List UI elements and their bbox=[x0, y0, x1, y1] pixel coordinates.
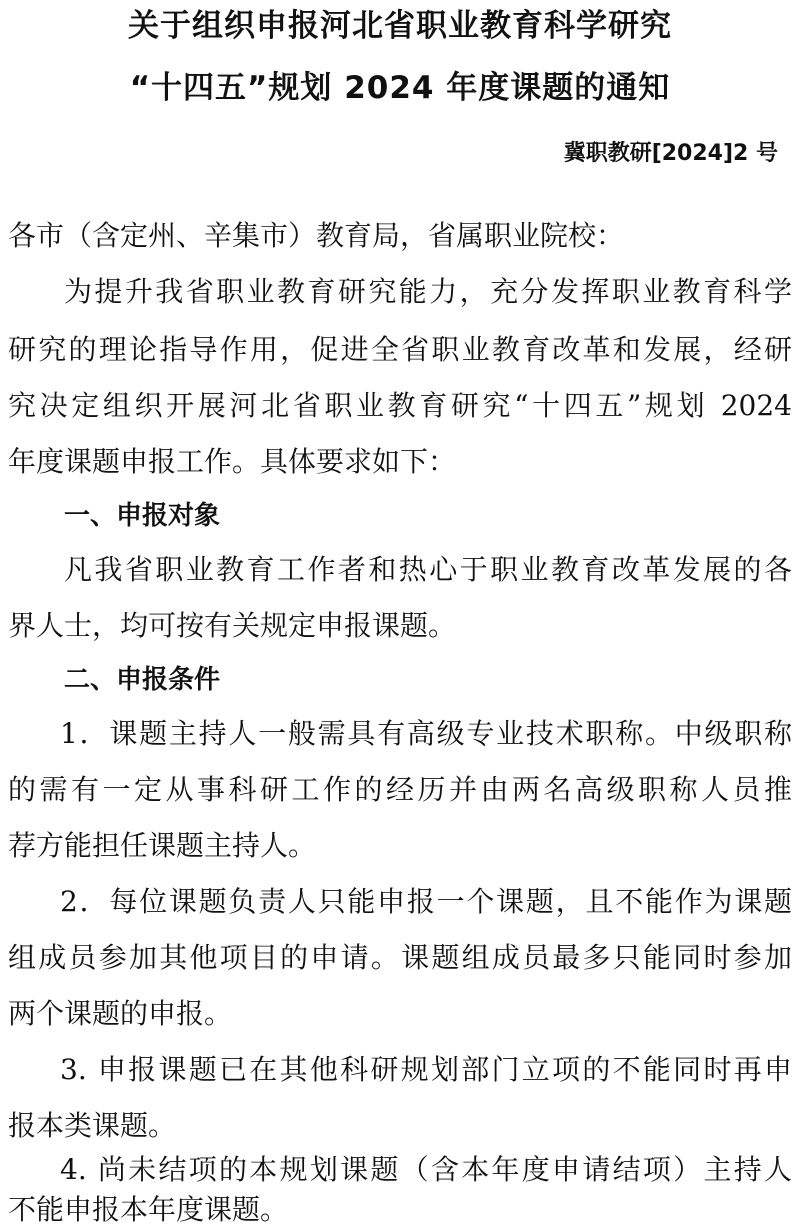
title-line-1: 关于组织申报河北省职业教育科学研究 bbox=[128, 8, 672, 44]
intro-line-1: 为提升我省职业教育研究能力，充分发挥职业教育科学 bbox=[64, 275, 792, 308]
section-1-line-2: 界人士，均可按有关规定申报课题。 bbox=[8, 609, 457, 642]
item-1-line-2: 的需有一定从事科研工作的经历并由两名高级职称人员推 bbox=[8, 773, 792, 806]
title-line-2: “十四五”规划 2024 年度课题的通知 bbox=[129, 70, 671, 106]
item-4-line-2: 不能申报本年度课题。 bbox=[8, 1193, 289, 1226]
item-1-line-3: 荐方能担任课题主持人。 bbox=[8, 829, 317, 862]
intro-line-3: 究决定组织开展河北省职业教育研究“十四五”规划 2024 bbox=[8, 389, 792, 422]
intro-line-4: 年度课题申报工作。具体要求如下： bbox=[8, 445, 457, 478]
item-2-line-2: 组成员参加其他项目的申请。课题组成员最多只能同时参加 bbox=[8, 941, 792, 974]
salutation: 各市（含定州、辛集市）教育局，省属职业院校： bbox=[8, 219, 625, 252]
item-2-line-1: 2．每位课题负责人只能申报一个课题，且不能作为课题 bbox=[60, 885, 792, 918]
item-2-line-3: 两个课题的申报。 bbox=[8, 997, 233, 1030]
section-1-line-1: 凡我省职业教育工作者和热心于职业教育改革发展的各 bbox=[64, 553, 792, 586]
document-number: 冀职教研[2024]2 号 bbox=[563, 141, 778, 166]
intro-line-2: 研究的理论指导作用，促进全省职业教育改革和发展，经研 bbox=[8, 333, 792, 366]
section-1-heading: 一、申报对象 bbox=[64, 501, 221, 531]
section-2-heading: 二、申报条件 bbox=[64, 665, 221, 695]
item-3-line-2: 报本类课题。 bbox=[8, 1109, 177, 1142]
item-4-line-1: 4. 尚未结项的本规划课题（含本年度申请结项）主持人 bbox=[60, 1153, 792, 1186]
item-3-line-1: 3. 申报课题已在其他科研规划部门立项的不能同时再申 bbox=[60, 1053, 792, 1086]
item-1-line-1: 1．课题主持人一般需具有高级专业技术职称。中级职称 bbox=[60, 717, 792, 750]
